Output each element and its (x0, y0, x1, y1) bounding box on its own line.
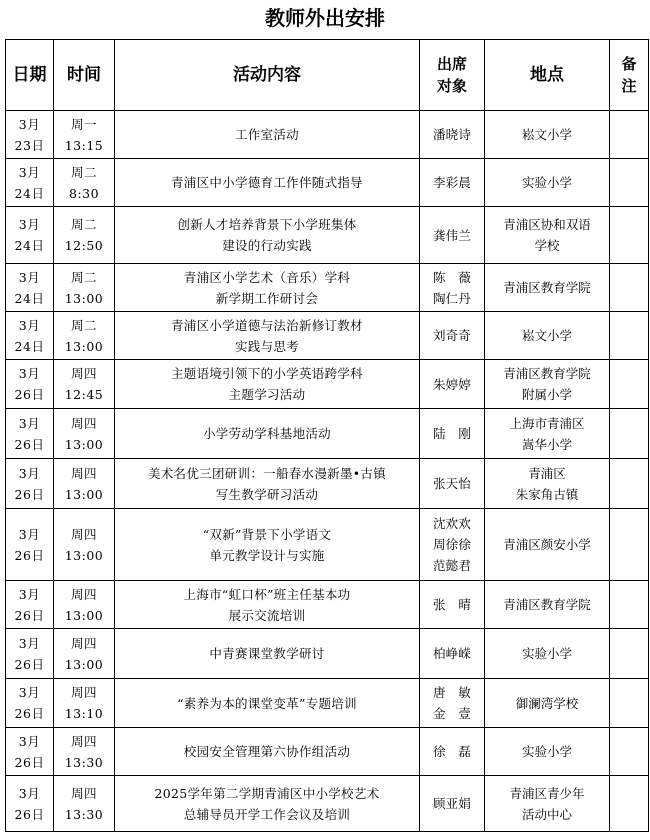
table-row (6, 159, 649, 207)
date-cell (6, 679, 54, 728)
table-row (6, 679, 649, 728)
location-cell (485, 312, 610, 360)
date-cell-line: 26日 (14, 387, 45, 402)
attendee-cell (420, 728, 485, 776)
location-cell-line: 实验小学 (521, 646, 572, 661)
date-cell (6, 581, 54, 629)
time-cell (54, 581, 115, 629)
time-cell-line: 周二 (70, 317, 97, 333)
header-attendee-line: 出席 (436, 55, 467, 73)
date-cell-line: 3月 (18, 366, 41, 381)
date-cell-line: 3月 (18, 586, 41, 602)
table-row (6, 312, 649, 360)
location-cell-line: 青浦区教育学院 (503, 280, 591, 295)
time-cell-line: 13:00 (64, 607, 104, 623)
attendee-cell-line: 范懿君 (432, 558, 472, 573)
location-cell (485, 581, 610, 629)
note-cell (610, 509, 649, 581)
date-cell-line: 3月 (18, 733, 41, 749)
date-cell-line: 3月 (18, 465, 41, 481)
location-cell-line: 上海市青浦区 (509, 415, 585, 431)
header-attendee-line: 对象 (436, 77, 467, 95)
location-cell-line: 青浦区青少年 (509, 785, 585, 801)
attendee-cell-line: 刘奇奇 (432, 328, 472, 343)
date-cell-line: 23日 (14, 137, 45, 153)
date-cell-line: 3月 (18, 785, 41, 801)
location-cell (485, 207, 610, 264)
location-cell-line: 青浦区协和双语 (503, 217, 591, 232)
attendee-cell (420, 459, 485, 509)
time-cell (54, 776, 115, 832)
date-cell (6, 509, 54, 581)
location-cell (485, 409, 610, 459)
activity-cell-line: 青浦区小学艺术（音乐）学科 (183, 269, 351, 285)
time-cell-line: 13:10 (64, 706, 104, 721)
date-cell (6, 459, 54, 509)
note-cell (610, 360, 649, 409)
activity-cell (115, 111, 420, 159)
location-cell (485, 111, 610, 159)
attendee-cell-line: 唐 敏 (432, 685, 472, 700)
time-cell (54, 409, 115, 459)
date-cell-line: 3月 (18, 164, 41, 180)
date-cell (6, 728, 54, 776)
activity-cell (115, 459, 420, 509)
location-cell-line: 活动中心 (521, 806, 572, 822)
time-cell-line: 周四 (70, 415, 97, 431)
header-location: 地点 (485, 40, 610, 111)
date-cell (6, 629, 54, 679)
location-cell-line: 青浦区 (528, 465, 566, 481)
location-cell-line: 朱家角古镇 (515, 486, 579, 502)
location-cell (485, 509, 610, 581)
table-row (6, 728, 649, 776)
activity-cell-line: 单元教学设计与实施 (209, 547, 325, 563)
time-cell-line: 周四 (70, 366, 97, 381)
activity-cell-line: 青浦区小学道德与法治新修订教材 (170, 317, 363, 333)
activity-cell-line: 主题学习活动 (228, 387, 306, 402)
location-cell-line: 青浦区教育学院 (503, 597, 591, 612)
time-cell-line: 周四 (70, 465, 97, 481)
location-cell-line: 嵩华小学 (521, 436, 572, 452)
header-date: 日期 (6, 40, 54, 111)
attendee-cell-line: 潘晓诗 (432, 127, 472, 142)
time-cell-line: 周二 (70, 269, 97, 285)
table-row (6, 264, 649, 312)
date-cell-line: 24日 (14, 290, 45, 306)
time-cell (54, 728, 115, 776)
attendee-cell (420, 409, 485, 459)
date-cell-line: 26日 (14, 547, 45, 563)
activity-cell-line: 青浦区中小学德育工作伴随式指导 (170, 175, 363, 190)
activity-cell (115, 207, 420, 264)
date-cell-line: 24日 (14, 185, 45, 201)
date-cell-line: 26日 (14, 486, 45, 502)
attendee-cell-line: 陶仁丹 (432, 290, 472, 306)
activity-cell-line: 校园安全管理第六协作组活动 (183, 744, 351, 759)
time-cell-line: 13:00 (64, 290, 104, 306)
location-cell (485, 629, 610, 679)
location-cell (485, 679, 610, 728)
location-cell (485, 728, 610, 776)
attendee-cell-line: 李彩晨 (432, 175, 472, 190)
attendee-cell-line: 朱婷婷 (432, 376, 472, 392)
attendee-cell (420, 581, 485, 629)
attendee-cell-line: 沈欢欢 (432, 516, 472, 531)
activity-cell (115, 360, 420, 409)
date-cell-line: 26日 (14, 607, 45, 623)
activity-cell-line: 工作室活动 (234, 127, 299, 142)
activity-cell-line: “双新”背景下小学语文 (202, 526, 332, 542)
location-cell-line: 实验小学 (521, 175, 572, 190)
time-cell (54, 207, 115, 264)
location-cell (485, 459, 610, 509)
header-note-line: 注 (621, 77, 637, 95)
location-cell-line: 崧文小学 (521, 328, 572, 343)
note-cell (610, 629, 649, 679)
attendee-cell (420, 111, 485, 159)
time-cell (54, 111, 115, 159)
location-cell-line: 青浦区颜安小学 (503, 537, 591, 552)
attendee-cell-line: 陈 薇 (432, 269, 472, 285)
note-cell (610, 409, 649, 459)
table-row (6, 776, 649, 832)
time-cell (54, 459, 115, 509)
activity-cell-line: 中青赛课堂教学研讨 (209, 646, 325, 661)
attendee-cell (420, 207, 485, 264)
time-cell (54, 629, 115, 679)
activity-cell (115, 159, 420, 207)
note-cell (610, 776, 649, 832)
date-cell-line: 3月 (18, 116, 41, 132)
activity-cell-line: 小学劳动学科基地活动 (202, 426, 331, 441)
date-cell-line: 3月 (18, 415, 41, 431)
location-cell (485, 776, 610, 832)
date-cell (6, 409, 54, 459)
activity-cell-line: 上海市“虹口杯”班主任基本功 (183, 586, 351, 602)
activity-cell (115, 264, 420, 312)
activity-cell-line: “素养为本的课堂变革”专题培训 (177, 695, 357, 711)
activity-cell-line: 创新人才培养背景下小学班集体 (177, 217, 357, 232)
activity-cell (115, 312, 420, 360)
date-cell (6, 312, 54, 360)
date-cell-line: 3月 (18, 317, 41, 333)
activity-cell (115, 728, 420, 776)
attendee-cell-line: 张天怡 (432, 476, 472, 491)
activity-cell (115, 409, 420, 459)
location-cell-line: 御澜湾学校 (515, 695, 579, 711)
note-cell (610, 207, 649, 264)
table-row (6, 207, 649, 264)
date-cell-line: 3月 (18, 217, 41, 232)
table-row (6, 509, 649, 581)
location-cell-line: 实验小学 (521, 744, 572, 759)
time-cell-line: 13:15 (64, 137, 104, 153)
location-cell-line: 青浦区教育学院 (503, 366, 591, 381)
attendee-cell-line: 顾亚娟 (432, 796, 472, 811)
attendee-cell (420, 312, 485, 360)
activity-cell-line: 展示交流培训 (228, 607, 306, 623)
note-cell (610, 159, 649, 207)
attendee-cell (420, 159, 485, 207)
activity-cell-line: 2025学年第二学期青浦区中小学校艺术 (154, 785, 380, 801)
header-time: 时间 (54, 40, 115, 111)
activity-cell (115, 581, 420, 629)
activity-cell-line: 总辅导员开学工作会议及培训 (183, 806, 351, 822)
time-cell-line: 12:50 (64, 238, 104, 253)
time-cell-line: 周四 (70, 526, 97, 542)
activity-cell-line: 建设的行动实践 (222, 238, 312, 253)
time-cell (54, 360, 115, 409)
page-title: 教师外出安排 (265, 6, 385, 30)
date-cell-line: 26日 (14, 436, 45, 452)
date-cell-line: 26日 (14, 656, 45, 672)
time-cell-line: 13:00 (64, 338, 104, 354)
table-row (6, 459, 649, 509)
schedule-table (5, 39, 649, 832)
header-activity: 活动内容 (115, 40, 420, 111)
time-cell-line: 周二 (70, 164, 97, 180)
note-cell (610, 459, 649, 509)
attendee-cell-line: 周徐徐 (432, 537, 472, 552)
date-cell (6, 207, 54, 264)
time-cell-line: 周四 (70, 586, 97, 602)
attendee-cell-line: 陆 刚 (432, 426, 472, 441)
date-cell-line: 26日 (14, 754, 45, 770)
time-cell-line: 周四 (70, 685, 97, 700)
activity-cell (115, 679, 420, 728)
time-cell-line: 周四 (70, 785, 97, 801)
time-cell-line: 周四 (70, 635, 97, 651)
table-row (6, 409, 649, 459)
attendee-cell (420, 679, 485, 728)
date-cell (6, 159, 54, 207)
time-cell-line: 13:00 (64, 547, 104, 563)
table-row (6, 360, 649, 409)
date-cell (6, 776, 54, 832)
date-cell-line: 3月 (18, 526, 41, 542)
location-cell (485, 360, 610, 409)
attendee-cell-line: 张 晴 (432, 597, 472, 612)
activity-cell-line: 主题语境引领下的小学英语跨学科 (170, 366, 363, 381)
table-row (6, 581, 649, 629)
time-cell (54, 679, 115, 728)
date-cell-line: 24日 (14, 238, 45, 253)
date-cell-line: 3月 (18, 685, 41, 700)
time-cell-line: 周二 (70, 217, 97, 232)
activity-cell-line: 新学期工作研讨会 (215, 290, 319, 306)
note-cell (610, 679, 649, 728)
time-cell-line: 13:30 (64, 806, 104, 822)
attendee-cell-line: 金 壹 (432, 706, 472, 721)
time-cell-line: 13:00 (64, 486, 104, 502)
activity-cell-line: 实践与思考 (234, 338, 299, 354)
date-cell (6, 264, 54, 312)
date-cell-line: 26日 (14, 806, 45, 822)
date-cell-line: 3月 (18, 269, 41, 285)
time-cell-line: 8:30 (68, 185, 100, 201)
activity-cell (115, 509, 420, 581)
note-cell (610, 111, 649, 159)
location-cell (485, 159, 610, 207)
date-cell-line: 24日 (14, 338, 45, 354)
location-cell-line: 学校 (534, 238, 560, 253)
activity-cell (115, 629, 420, 679)
attendee-cell-line: 柏峥嵘 (432, 646, 472, 661)
note-cell (610, 312, 649, 360)
time-cell (54, 264, 115, 312)
header-note (610, 40, 649, 111)
location-cell (485, 264, 610, 312)
activity-cell-line: 写生教学研习活动 (215, 486, 319, 502)
time-cell-line: 周一 (70, 116, 97, 132)
time-cell (54, 159, 115, 207)
note-cell (610, 581, 649, 629)
note-cell (610, 728, 649, 776)
time-cell-line: 13:30 (64, 754, 104, 770)
location-cell-line: 附属小学 (521, 387, 572, 402)
schedule-body (6, 111, 649, 832)
header-attendee (420, 40, 485, 111)
time-cell-line: 13:00 (64, 436, 104, 452)
date-cell (6, 111, 54, 159)
date-cell (6, 360, 54, 409)
table-row (6, 629, 649, 679)
header-row (6, 40, 649, 111)
time-cell-line: 13:00 (64, 656, 104, 672)
attendee-cell (420, 509, 485, 581)
attendee-cell-line: 龚伟兰 (432, 227, 472, 243)
time-cell (54, 312, 115, 360)
attendee-cell (420, 776, 485, 832)
time-cell-line: 12:45 (64, 387, 104, 402)
note-cell (610, 264, 649, 312)
attendee-cell (420, 629, 485, 679)
attendee-cell (420, 264, 485, 312)
activity-cell-line: 美术名优三团研训：一船春水漫新墨•古镇 (147, 465, 387, 481)
header-note-line: 备 (621, 55, 637, 73)
table-row (6, 111, 649, 159)
time-cell (54, 509, 115, 581)
activity-cell (115, 776, 420, 832)
date-cell-line: 26日 (14, 706, 45, 721)
date-cell-line: 3月 (18, 635, 41, 651)
attendee-cell (420, 360, 485, 409)
attendee-cell-line: 徐 磊 (432, 744, 472, 759)
time-cell-line: 周四 (70, 733, 97, 749)
location-cell-line: 崧文小学 (521, 127, 572, 142)
